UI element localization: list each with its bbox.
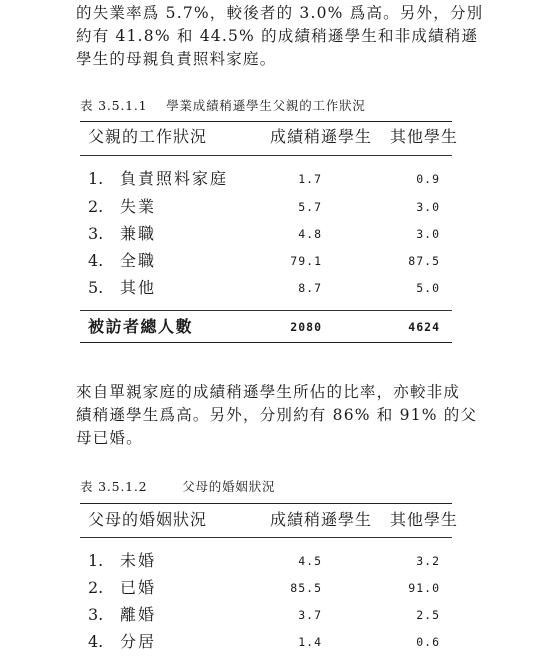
paragraph-line: 來自單親家庭的成績稍遜學生所佔的比率，亦較非成 bbox=[76, 383, 461, 401]
paragraph-line: 績稍遜學生爲高。另外，分別約有 86% 和 91% 的父 bbox=[76, 406, 478, 424]
row-value-group-b: 3.2 bbox=[416, 554, 440, 568]
row-value-group-b: 91.0 bbox=[408, 581, 440, 595]
row-value-group-a: 4.8 bbox=[298, 227, 322, 241]
row-value-group-b: 3.0 bbox=[416, 227, 440, 241]
row-label: 負責照料家庭 bbox=[120, 169, 229, 188]
row-label: 全職 bbox=[120, 251, 157, 270]
row-value-group-a: 3.7 bbox=[298, 608, 322, 622]
table-row bbox=[80, 578, 452, 598]
table-row bbox=[80, 632, 452, 652]
row-number: 3. bbox=[88, 224, 104, 243]
table2-header-row bbox=[80, 510, 459, 530]
table-row bbox=[80, 251, 452, 271]
total-value-group-a: 2080 bbox=[290, 320, 322, 334]
paragraph-line: 約有 41.8% 和 44.5% 的成績稍遜學生和非成績稍遜 bbox=[76, 27, 479, 45]
paragraph-top bbox=[76, 2, 496, 71]
row-number: 3. bbox=[88, 605, 104, 624]
table1-header-rule bbox=[80, 155, 452, 156]
table1-caption bbox=[80, 96, 366, 114]
table2-top-rule bbox=[80, 503, 452, 504]
table1-top-rule bbox=[80, 121, 452, 122]
table2-header-col2: 成績稍遜學生 bbox=[270, 510, 373, 529]
table1-total-row bbox=[80, 317, 452, 337]
paragraph-middle bbox=[76, 381, 496, 450]
table1-number: 表 3.5.1.1 bbox=[80, 98, 148, 113]
row-value-group-b: 0.6 bbox=[416, 635, 440, 649]
row-number: 1. bbox=[88, 551, 104, 570]
table2-title: 父母的婚姻狀況 bbox=[182, 479, 276, 494]
row-number: 4. bbox=[88, 251, 104, 270]
total-value-group-b: 4624 bbox=[408, 320, 440, 334]
table1-header-col2: 成績稍遜學生 bbox=[270, 127, 373, 146]
row-label: 失業 bbox=[120, 197, 157, 216]
row-value-group-a: 1.7 bbox=[298, 172, 322, 186]
table1-total-rule bbox=[80, 310, 452, 311]
row-value-group-a: 85.5 bbox=[290, 581, 322, 595]
row-label: 兼職 bbox=[120, 224, 157, 243]
paragraph-line: 學生的母親負責照料家庭。 bbox=[76, 50, 277, 68]
table1-bottom-rule bbox=[80, 342, 452, 343]
paragraph-line: 母已婚。 bbox=[76, 429, 143, 447]
row-number: 5. bbox=[88, 278, 104, 297]
row-number: 1. bbox=[88, 169, 104, 188]
row-value-group-a: 4.5 bbox=[298, 554, 322, 568]
table-row bbox=[80, 169, 452, 189]
row-number: 4. bbox=[88, 632, 104, 651]
row-number: 2. bbox=[88, 197, 104, 216]
table2-header-col3: 其他學生 bbox=[390, 510, 459, 529]
row-number: 2. bbox=[88, 578, 104, 597]
table-row bbox=[80, 197, 452, 217]
row-value-group-a: 79.1 bbox=[290, 254, 322, 268]
row-value-group-a: 8.7 bbox=[298, 281, 322, 295]
row-value-group-b: 3.0 bbox=[416, 200, 440, 214]
table-row bbox=[80, 278, 452, 298]
row-label: 未婚 bbox=[120, 551, 157, 570]
table-row bbox=[80, 224, 452, 244]
total-label: 被訪者總人數 bbox=[88, 317, 194, 336]
table2-caption bbox=[80, 477, 275, 495]
row-label: 分居 bbox=[120, 632, 157, 651]
paragraph-line: 的失業率爲 5.7%，較後者的 3.0% 爲高。另外，分別 bbox=[76, 4, 484, 22]
table1-header-col3: 其他學生 bbox=[390, 127, 459, 146]
table-row bbox=[80, 551, 452, 571]
table1-title: 學業成績稍遜學生父親的工作狀況 bbox=[166, 98, 366, 113]
row-label: 離婚 bbox=[120, 605, 157, 624]
row-value-group-b: 0.9 bbox=[416, 172, 440, 186]
row-label: 其他 bbox=[120, 278, 157, 297]
row-value-group-b: 5.0 bbox=[416, 281, 440, 295]
row-value-group-a: 5.7 bbox=[298, 200, 322, 214]
row-value-group-a: 1.4 bbox=[298, 635, 322, 649]
table2-header-col1: 父母的婚姻狀況 bbox=[88, 510, 208, 529]
table1-header-col1: 父親的工作狀況 bbox=[88, 127, 208, 146]
table2-number: 表 3.5.1.2 bbox=[80, 479, 148, 494]
table2-header-rule bbox=[80, 537, 452, 538]
row-value-group-b: 2.5 bbox=[416, 608, 440, 622]
table-row bbox=[80, 605, 452, 625]
row-value-group-b: 87.5 bbox=[408, 254, 440, 268]
row-label: 已婚 bbox=[120, 578, 157, 597]
table1-header-row bbox=[80, 127, 459, 147]
